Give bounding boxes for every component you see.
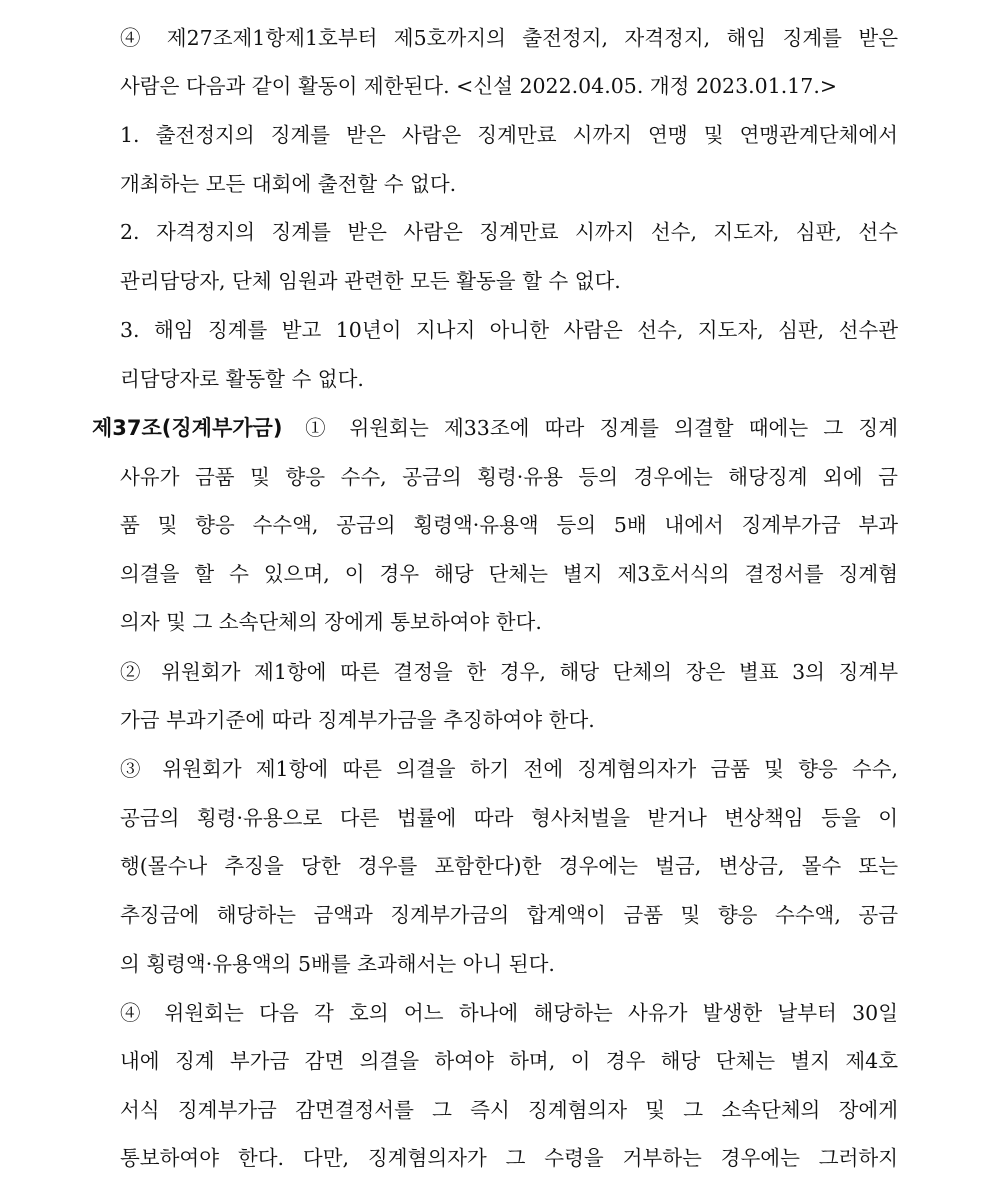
article37-paragraph4-line3: 서식 징계부가금 감면결정서를 그 즉시 징계혐의자 및 그 소속단체의 장에게 xyxy=(120,1098,898,1122)
article37-paragraph3-line1: ③ 위원회가 제1항에 따른 의결을 하기 전에 징계혐의자가 금품 및 향응 수수, xyxy=(120,757,898,781)
article36-item2-line1: 2. 자격정지의 징계를 받은 사람은 징계만료 시까지 선수, 지도자, 심판, 선수 xyxy=(120,220,898,244)
article37-paragraph1-line1: ① 위원회는 제33조에 따라 징계를 의결할 때에는 그 징계 xyxy=(296,416,898,440)
article36-paragraph4-line2: 사람은 다음과 같이 활동이 제한된다. <신설 2022.04.05. 개정 2023.01.17.> xyxy=(120,74,838,98)
article37-first-line xyxy=(92,404,898,452)
article37-paragraph1-line2: 사유가 금품 및 향응 수수, 공금의 횡령·유용 등의 경우에는 해당징계 외에 금 xyxy=(120,465,898,489)
article37-paragraph4-line4: 통보하여야 한다. 다만, 징계혐의자가 그 수령을 거부하는 경우에는 그러하지 xyxy=(120,1146,898,1170)
article37-paragraph1-line3: 품 및 향응 수수액, 공금의 횡령액·유용액 등의 5배 내에서 징계부가금 부과 xyxy=(120,513,898,537)
article37-paragraph1-line5: 의자 및 그 소속단체의 장에게 통보하여야 한다. xyxy=(120,610,542,634)
article37-paragraph1-line4: 의결을 할 수 있으며, 이 경우 해당 단체는 별지 제3호서식의 결정서를 징계혐 xyxy=(120,562,898,586)
article37-paragraph3-line3: 행(몰수나 추징을 당한 경우를 포함한다)한 경우에는 벌금, 변상금, 몰수 또는 xyxy=(120,854,898,878)
article37-paragraph4-line2: 내에 징계 부가금 감면 의결을 하여야 하며, 이 경우 해당 단체는 별지 제4호 xyxy=(120,1049,898,1073)
article36-item3-line2: 리담당자로 활동할 수 없다. xyxy=(120,367,364,391)
article37-paragraph2-line1: ② 위원회가 제1항에 따른 결정을 한 경우, 해당 단체의 장은 별표 3의 징계부 xyxy=(120,660,898,684)
article36-item2-line2: 관리담당자, 단체 임원과 관련한 모든 활동을 할 수 없다. xyxy=(120,269,621,293)
article37-paragraph4-line1: ④ 위원회는 다음 각 호의 어느 하나에 해당하는 사유가 발생한 날부터 30일 xyxy=(120,1001,898,1025)
article36-item1-line1: 1. 출전정지의 징계를 받은 사람은 징계만료 시까지 연맹 및 연맹관계단체에서 xyxy=(120,123,898,147)
article37-paragraph3-line2: 공금의 횡령·유용으로 다른 법률에 따라 형사처벌을 받거나 변상책임 등을 이 xyxy=(120,806,898,830)
article37-heading: 제37조(징계부가금) xyxy=(92,416,283,440)
article37-paragraph2-line2: 가금 부과기준에 따라 징계부가금을 추징하여야 한다. xyxy=(120,708,595,732)
article37-paragraph3-line4: 추징금에 해당하는 금액과 징계부가금의 합계액이 금품 및 향응 수수액, 공금 xyxy=(120,903,898,927)
article36-paragraph4-line1: ④ 제27조제1항제1호부터 제5호까지의 출전정지, 자격정지, 해임 징계를 받은 xyxy=(120,26,898,50)
article36-item1-line2: 개최하는 모든 대회에 출전할 수 없다. xyxy=(120,172,457,196)
article37-paragraph3-line5: 의 횡령액·유용액의 5배를 초과해서는 아니 된다. xyxy=(120,952,555,976)
article36-item3-line1: 3. 해임 징계를 받고 10년이 지나지 아니한 사람은 선수, 지도자, 심판, 선수관 xyxy=(120,318,898,342)
